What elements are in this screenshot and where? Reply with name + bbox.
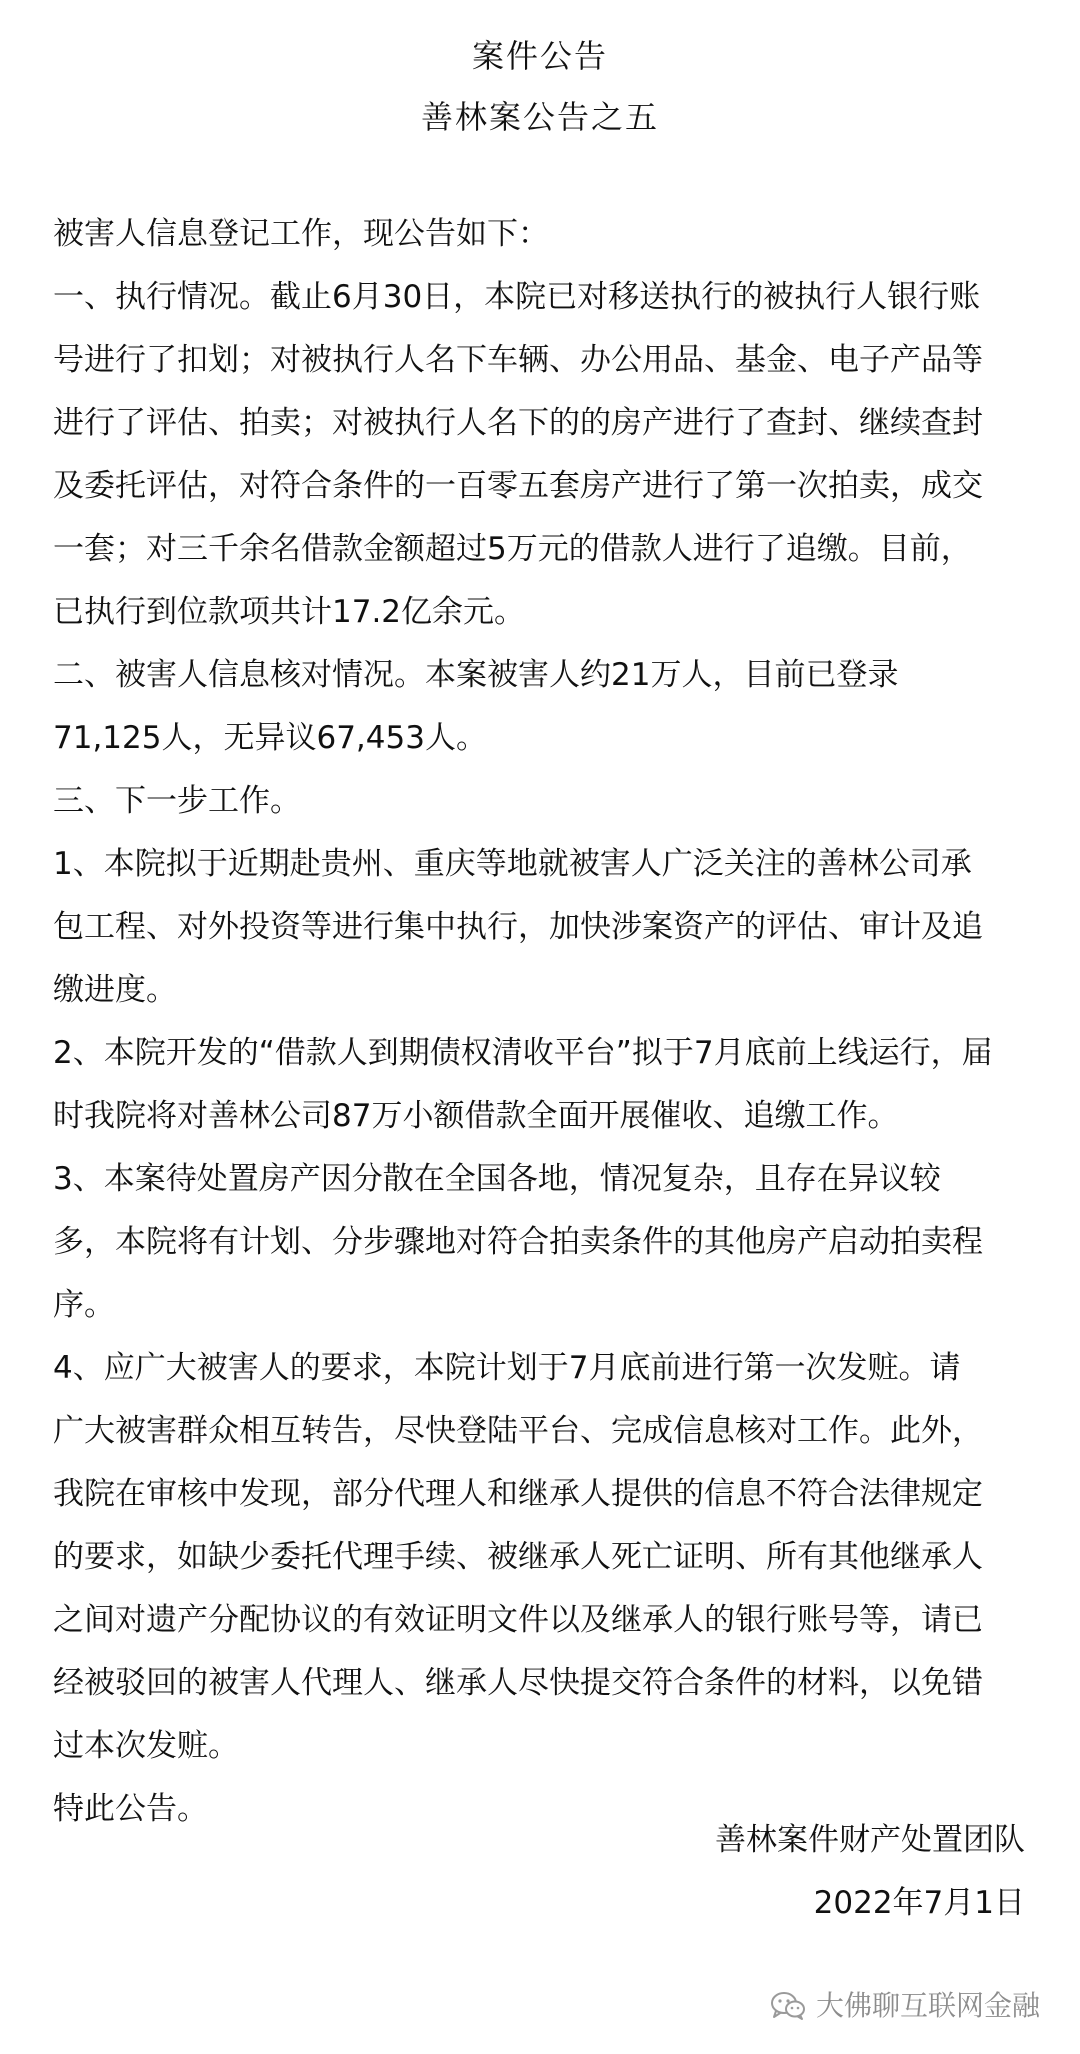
- signature-date: 2022年7月1日: [813, 1885, 1025, 1921]
- body-line: 序。: [53, 1287, 115, 1323]
- body-line: 4、应广大被害人的要求，本院计划于7月底前进行第一次发赃。请: [53, 1350, 961, 1386]
- body-line: 及委托评估，对符合条件的一百零五套房产进行了第一次拍卖，成交: [53, 468, 983, 504]
- signature-organization: 善林案件财产处置团队: [715, 1822, 1025, 1858]
- body-line: 一套；对三千余名借款金额超过5万元的借款人进行了追缴。目前，: [53, 531, 972, 567]
- body-line: 一、执行情况。截止6月30日，本院已对移送执行的被执行人银行账: [53, 279, 981, 315]
- body-line: 包工程、对外投资等进行集中执行，加快涉案资产的评估、审计及追: [53, 909, 983, 945]
- body-line: 已执行到位款项共计17.2亿余元。: [53, 594, 526, 630]
- body-line: 我院在审核中发现，部分代理人和继承人提供的信息不符合法律规定: [53, 1476, 983, 1512]
- body-line: 3、本案待处置房产因分散在全国各地，情况复杂，且存在异议较: [53, 1161, 941, 1197]
- body-line: 特此公告。: [53, 1791, 208, 1827]
- body-line: 三、下一步工作。: [53, 783, 301, 819]
- body-line: 71,125人，无异议67,453人。: [53, 720, 487, 756]
- body-line: 被害人信息登记工作，现公告如下：: [53, 216, 549, 252]
- body-line: 经被驳回的被害人代理人、继承人尽快提交符合条件的材料，以免错: [53, 1665, 983, 1701]
- body-line: 缴进度。: [53, 972, 177, 1008]
- body-line: 1、本院拟于近期赴贵州、重庆等地就被害人广泛关注的善林公司承: [53, 846, 972, 882]
- body-line: 二、被害人信息核对情况。本案被害人约21万人，目前已登录: [53, 657, 899, 693]
- body-line: 2、本院开发的“借款人到期债权清收平台”拟于7月底前上线运行，届: [53, 1035, 993, 1071]
- body-line: 时我院将对善林公司87万小额借款全面开展催收、追缴工作。: [53, 1098, 899, 1134]
- watermark-text: 大佛聊互联网金融: [815, 1989, 1040, 2022]
- notice-subtitle: 善林案公告之五: [420, 98, 659, 136]
- watermark: [770, 1984, 1040, 2028]
- body-line: 的要求，如缺少委托代理手续、被继承人死亡证明、所有其他继承人: [53, 1539, 983, 1575]
- body-line: 号进行了扣划；对被执行人名下车辆、办公用品、基金、电子产品等: [53, 342, 983, 378]
- notice-body: [53, 203, 1033, 1841]
- notice-title: 案件公告: [471, 37, 608, 75]
- wechat-icon: [770, 1991, 806, 2021]
- body-line: 之间对遗产分配协议的有效证明文件以及继承人的银行账号等，请已: [53, 1602, 983, 1638]
- body-line: 多，本院将有计划、分步骤地对符合拍卖条件的其他房产启动拍卖程: [53, 1224, 983, 1260]
- body-line: 广大被害群众相互转告，尽快登陆平台、完成信息核对工作。此外，: [53, 1413, 983, 1449]
- body-line: 进行了评估、拍卖；对被执行人名下的的房产进行了查封、继续查封: [53, 405, 983, 441]
- body-line: 过本次发赃。: [53, 1728, 239, 1764]
